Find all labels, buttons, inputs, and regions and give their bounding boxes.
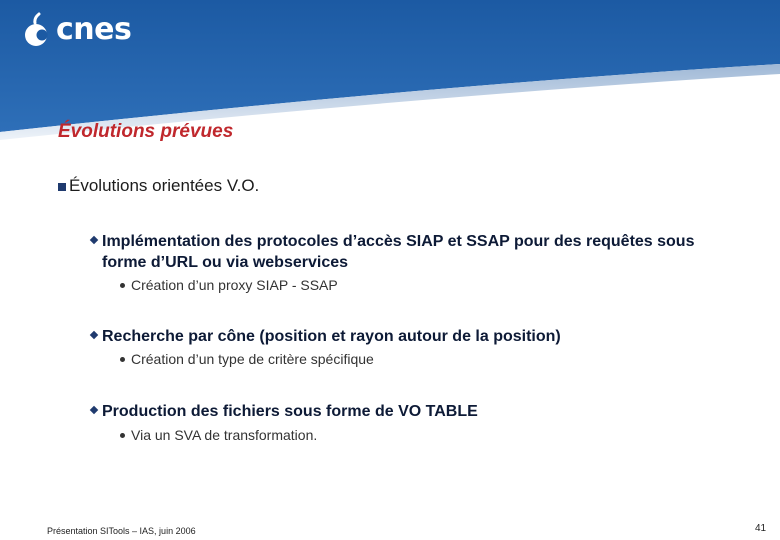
dot-bullet-icon [120,357,125,362]
logo-wordmark: cnes [56,12,132,47]
level3-text: Création d’un type de critère spécifique [131,351,374,367]
level3-item-1 [120,277,338,293]
level2-text: Production des fichiers sous forme de VO TABLE [102,403,478,420]
cnes-logo [22,12,131,48]
square-bullet-icon [58,183,66,191]
level3-text: Création d’un proxy SIAP - SSAP [131,277,338,293]
level3-text: Via un SVA de transformation. [131,427,318,443]
level2-item-2 [91,326,741,347]
level2-text: Recherche par cône (position et rayon autour de la position) [102,328,561,345]
cnes-swirl-icon [22,12,52,48]
footer-text: Présentation SITools – IAS, juin 2006 [47,526,196,536]
page-number: 41 [755,523,767,534]
level1-text: Évolutions orientées V.O. [69,176,260,195]
level2-item-1 [91,231,741,273]
level1-bullet [58,176,259,196]
level2-text: Implémentation des protocoles d’accès SIAP et SSAP pour des requêtes sous forme d’URL ou via webservices [102,233,695,271]
dot-bullet-icon [120,433,125,438]
slide-title: Évolutions prévues [58,121,234,142]
dot-bullet-icon [120,283,125,288]
level2-item-3 [91,401,741,422]
level3-item-3 [120,427,317,443]
level3-item-2 [120,351,374,367]
